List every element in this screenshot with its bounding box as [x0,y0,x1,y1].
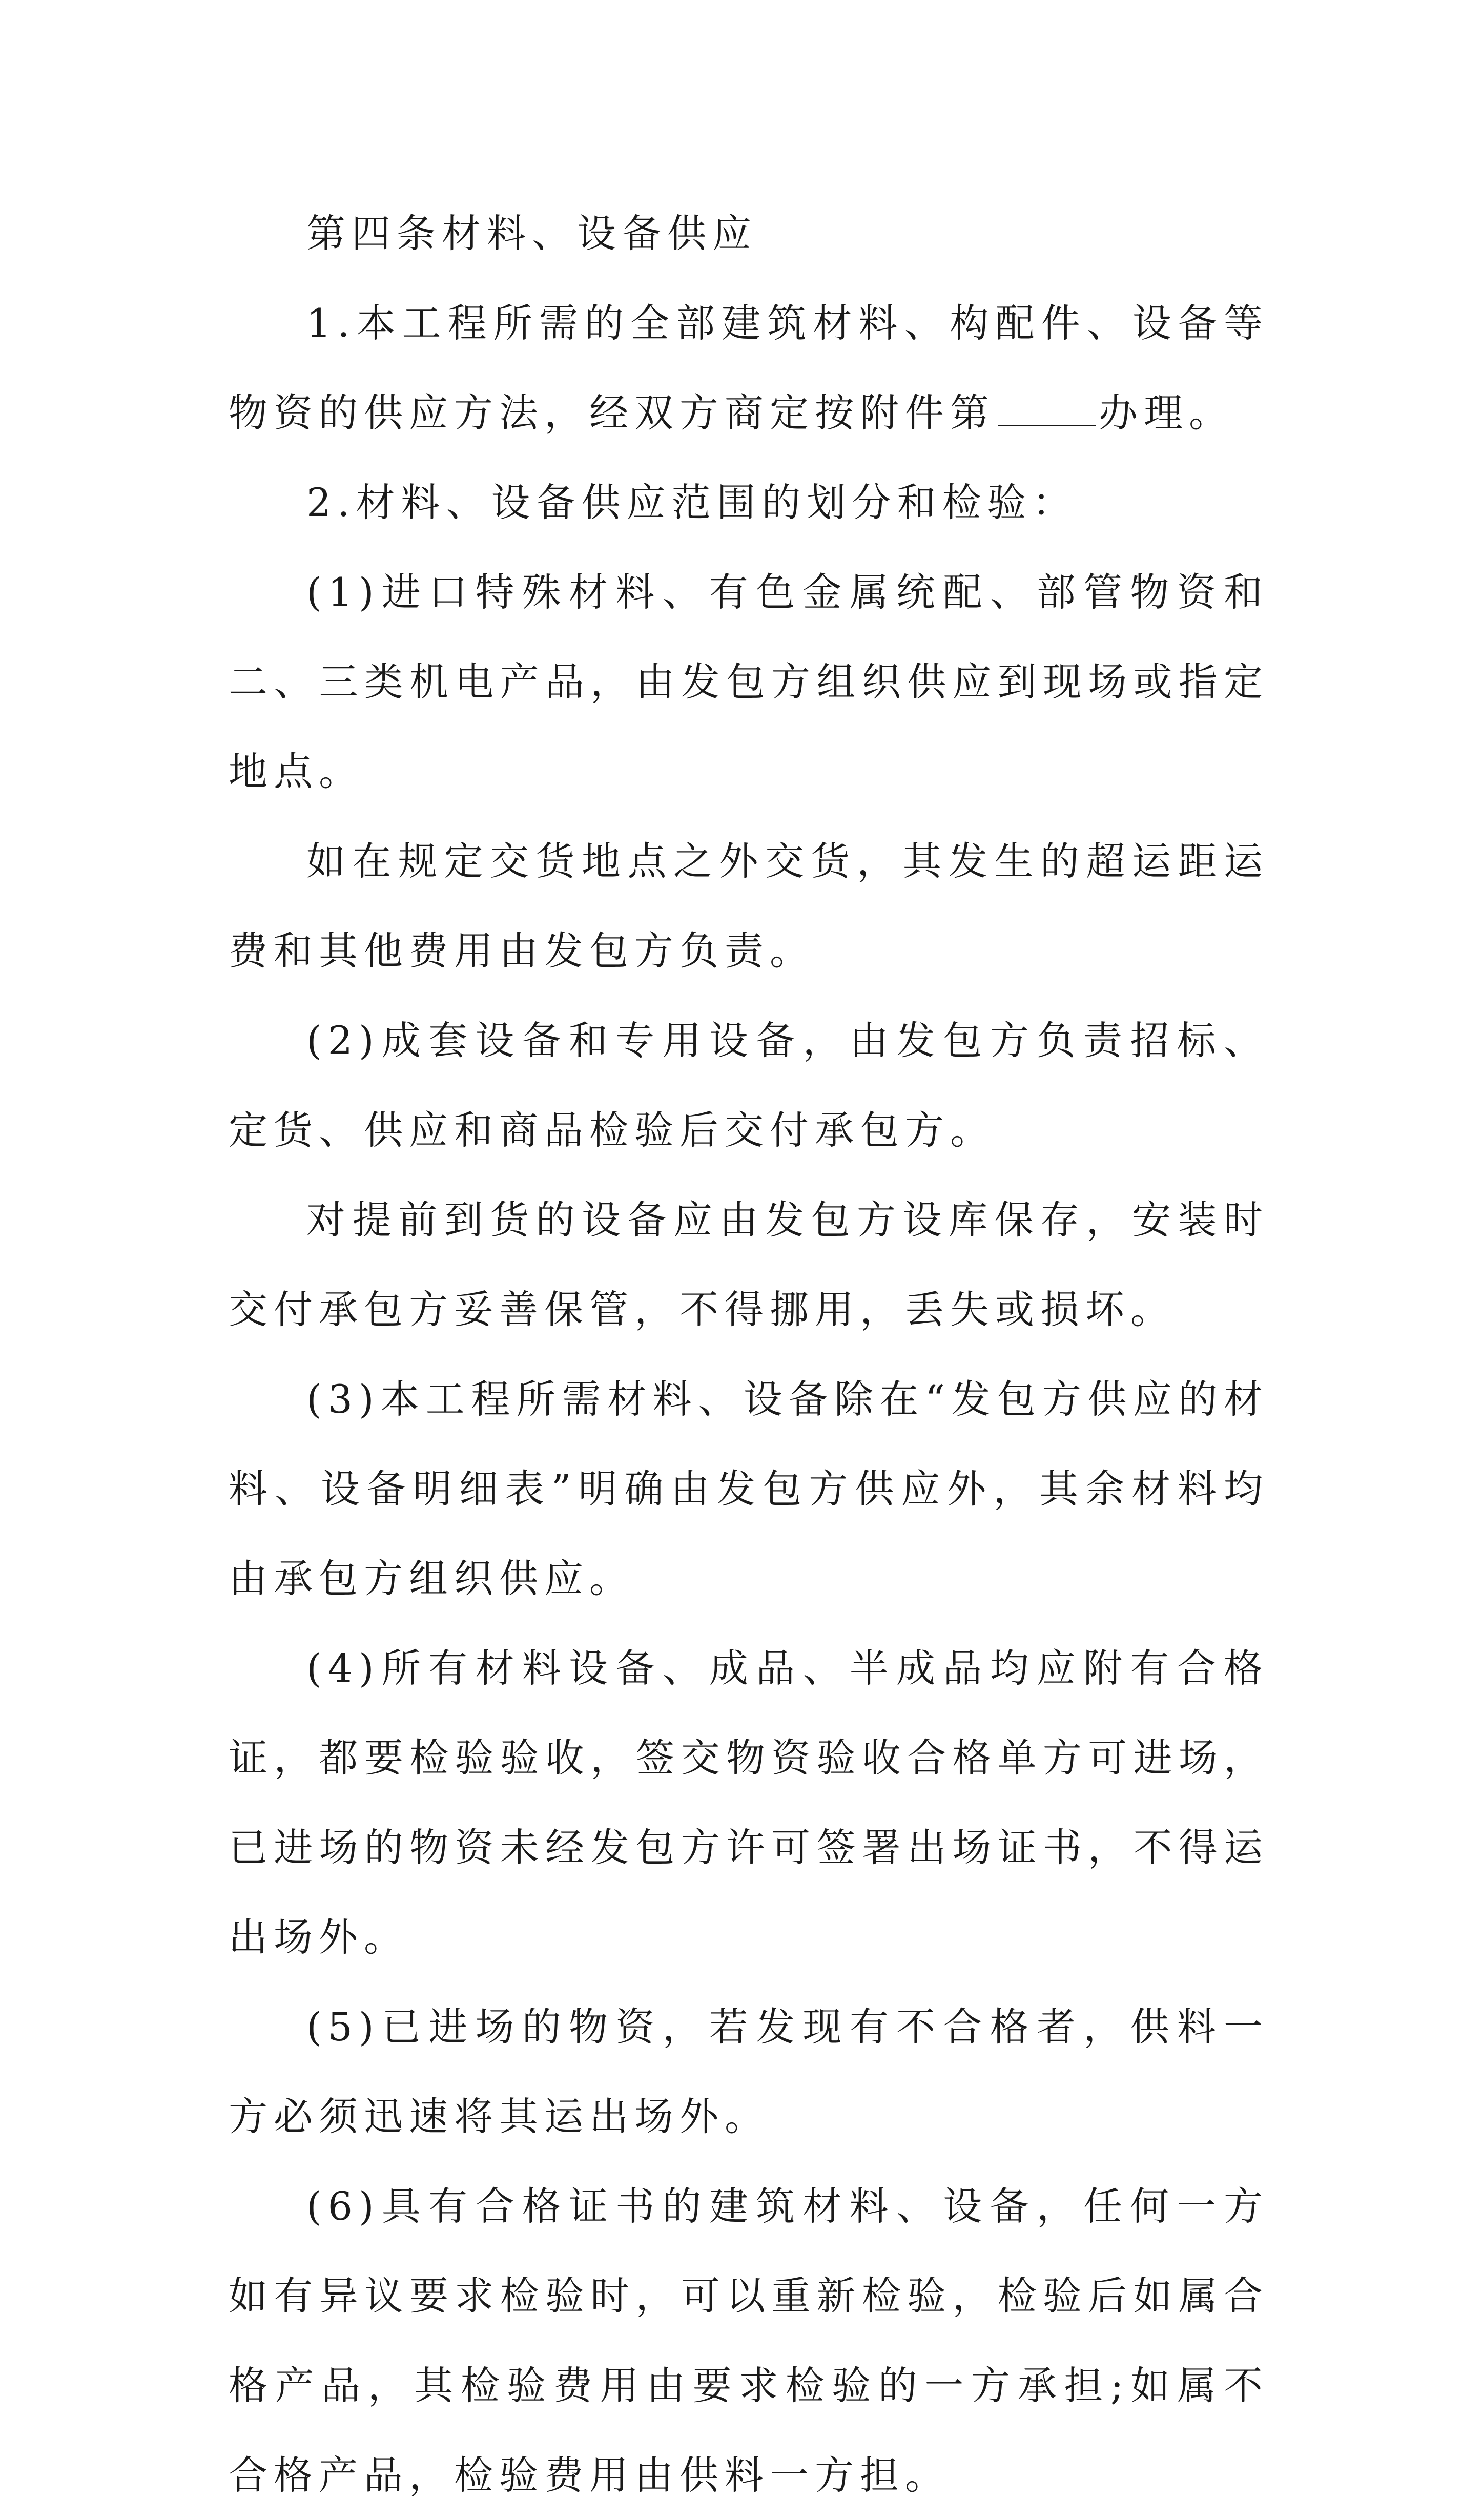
paragraph-7: (3)本工程所需材料、设备除在“发包方供应的材料、设备明细表”明确由发包方供应外，其余材料均由承包方组织供应。 [229,1376,1269,1601]
paragraph-1 [229,278,1269,458]
article-heading: 第四条材料、设备供应 [306,211,757,256]
fill-in-blank [998,394,1096,426]
paragraph-9: (5)已进场的物资，若发现有不合格者，供料一方必须迅速将其运出场外。 [229,2004,1269,2139]
paragraph-3: (1)进口特殊材料、有色金属统配、部管物资和二、三类机电产品，由发包方组织供应到现场或指定地点。 [229,569,1269,794]
paragraph-8: (4)所有材料设备、成品、半成品均应附有合格证，都要检验验收，签交物资验收合格单方可进场，已进场的物资未经发包方许可签署出场证书，不得运出场外。 [229,1645,1269,1960]
paragraph-4: 如在规定交货地点之外交货，其发生的超运距运费和其他费用由发包方负责。 [229,838,1269,974]
paragraph-10: (6)具有合格证书的建筑材料、设备，任何一方如有异议要求检验时，可以重新检验，检验后如属合格产品，其检验费用由要求检验的一方承担;如属不合格产品，检验费用由供料一方担。 [229,2183,1269,2498]
document-body [229,189,1269,2520]
paragraph-5: (2)成套设备和专用设备，由发包方负责招标、定货、供应和商品检验后交付承包方。 [229,1018,1269,1153]
paragraph-1-tail: 办理。 [1099,390,1234,436]
paragraph-6: 对提前到货的设备应由发包方设库保存，安装时交付承包方妥善保管，不得挪用，丢失或损坏。 [229,1197,1269,1332]
paragraph-2: 2.材料、设备供应范围的划分和检验： [306,480,1078,525]
paragraph-1-text: 1.本工程所需的全部建筑材料、构配件、设备等物资的供应方法，经双方商定按附件第 [229,300,1269,436]
